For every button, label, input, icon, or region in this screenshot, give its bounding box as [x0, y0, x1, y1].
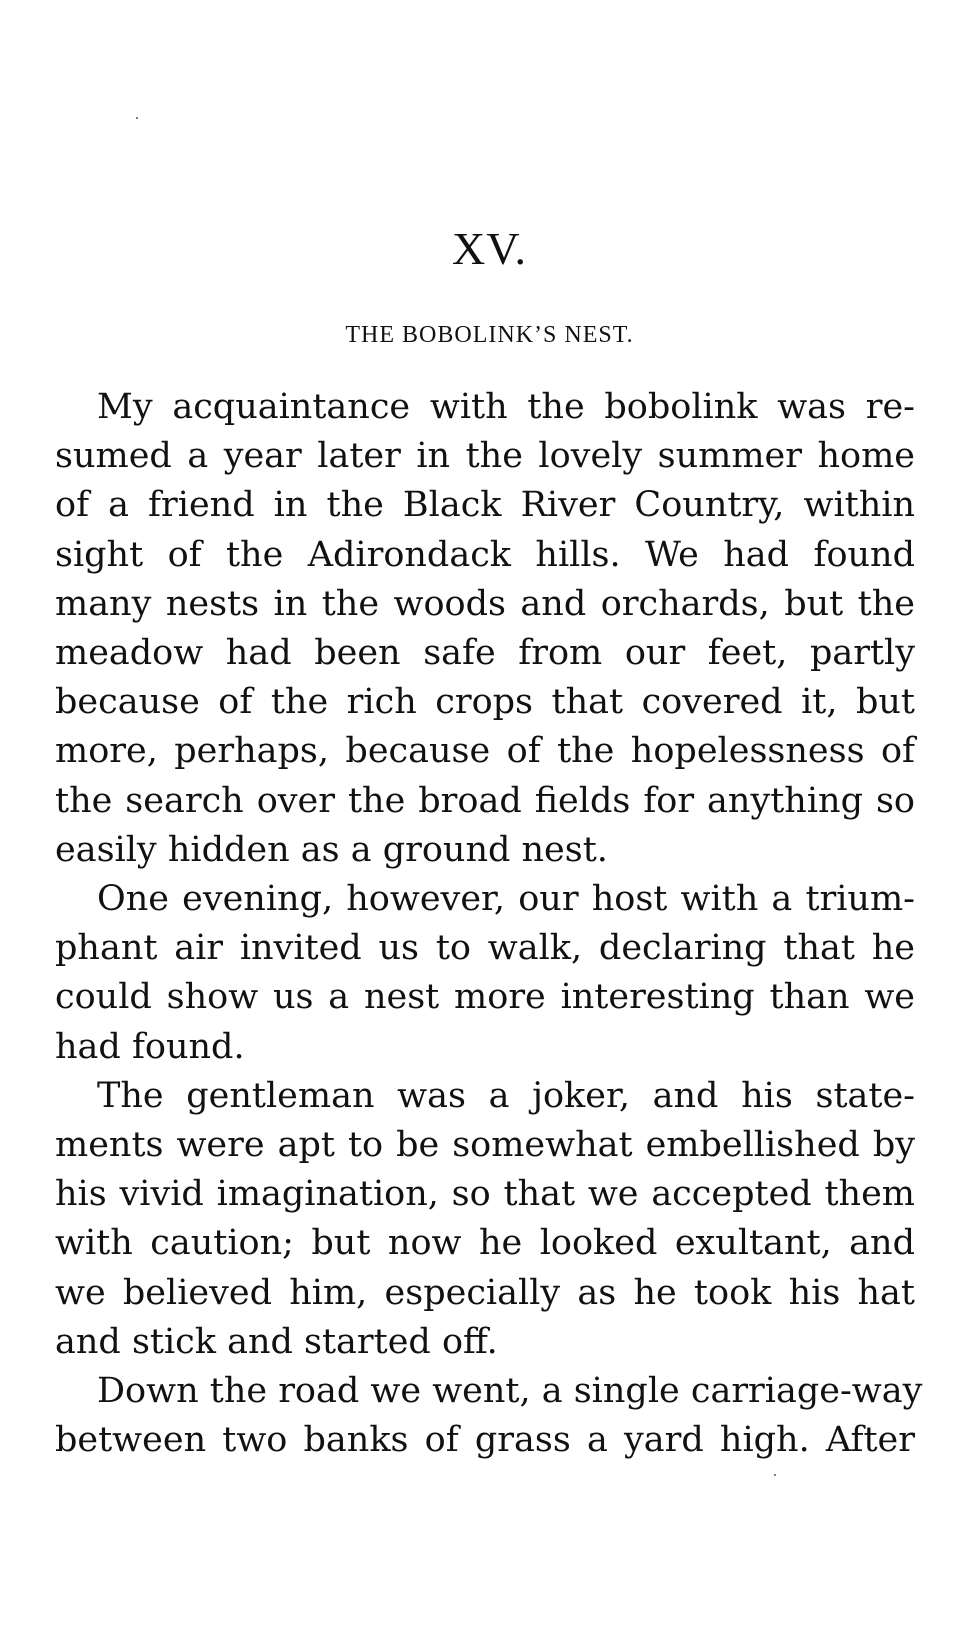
- text-line: and stick and started off.: [55, 1321, 498, 1362]
- paragraph: [55, 1367, 923, 1465]
- text-line: more, perhaps, because of the hopelessness of: [55, 731, 915, 772]
- text-line: sight of the Adirondack hills. We had found: [55, 534, 915, 575]
- paragraph: [55, 383, 915, 875]
- paper-speck: [774, 1474, 776, 1476]
- text-line: because of the rich crops that covered it, but: [55, 682, 915, 723]
- text-line: with caution; but now he looked exultant, and: [55, 1223, 915, 1264]
- chapter-number: XV.: [451, 223, 527, 274]
- text-line: phant air invited us to walk, declaring that he: [55, 928, 915, 969]
- text-line: sumed a year later in the lovely summer home: [55, 436, 915, 477]
- paragraph: [55, 1072, 915, 1367]
- text-line: had found.: [55, 1026, 245, 1067]
- chapter-title: THE BOBOLINK’S NEST.: [345, 322, 634, 348]
- text-line: we believed him, especially as he took his hat: [55, 1272, 915, 1313]
- text-line: many nests in the woods and orchards, but the: [55, 583, 915, 624]
- text-line: easily hidden as a ground nest.: [55, 829, 608, 870]
- text-line: could show us a nest more interesting than we: [55, 977, 915, 1018]
- text-line: the search over the broad fields for anything so: [55, 780, 915, 821]
- text-line: of a friend in the Black River Country, within: [55, 485, 915, 526]
- text-line: Down the road we went, a single carriage-way: [97, 1371, 923, 1412]
- text-line: The gentleman was a joker, and his state-: [97, 1075, 915, 1116]
- text-line: his vivid imagination, so that we accepted them: [55, 1174, 915, 1215]
- body-text: [55, 383, 923, 1465]
- text-line: One evening, however, our host with a trium-: [97, 879, 915, 920]
- text-line: between two banks of grass a yard high. After: [55, 1420, 915, 1461]
- text-line: ments were apt to be somewhat embellished by: [55, 1125, 915, 1166]
- text-line: My acquaintance with the bobolink was re-: [97, 387, 915, 427]
- paper-speck: [136, 117, 138, 119]
- text-line: meadow had been safe from our feet, partly: [55, 633, 915, 674]
- paragraph: [55, 875, 915, 1072]
